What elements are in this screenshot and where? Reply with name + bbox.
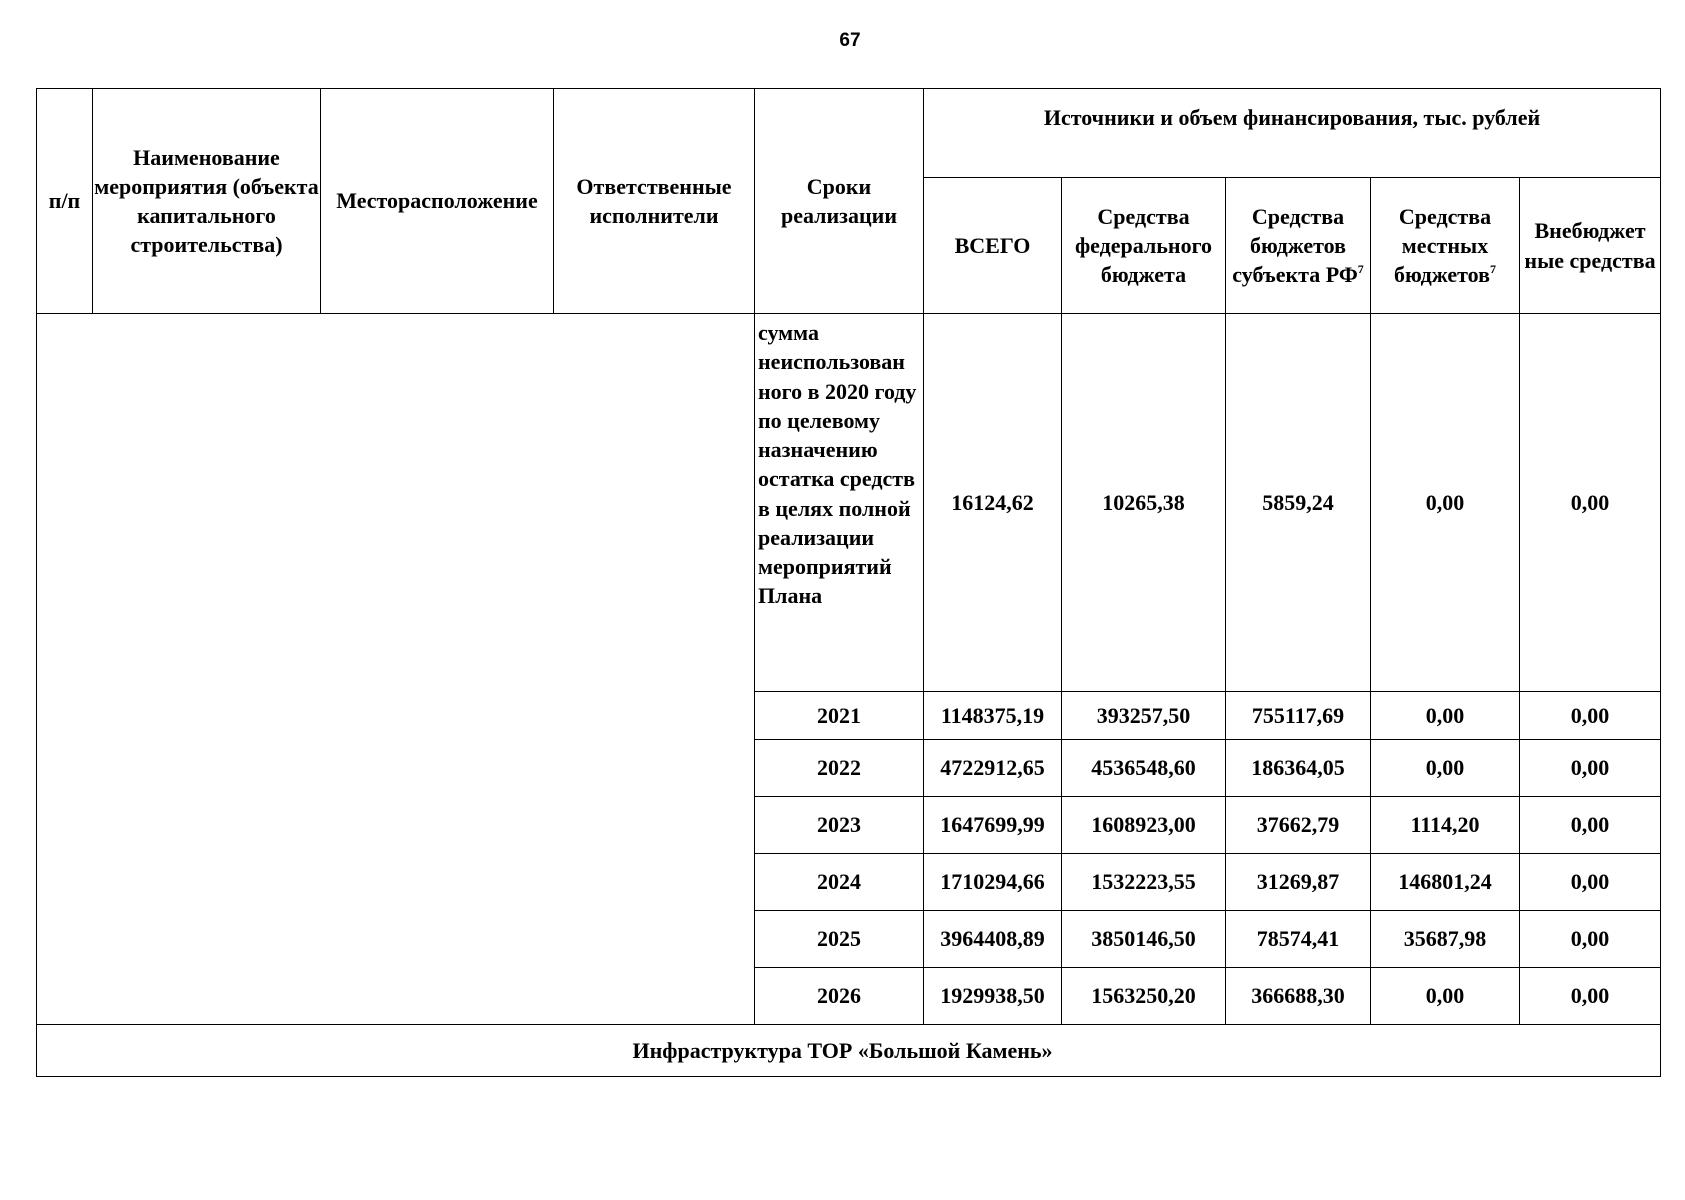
federal-cell: 3850146,50: [1062, 911, 1226, 968]
federal-cell: 4536548,60: [1062, 740, 1226, 797]
local-cell: 1114,20: [1371, 797, 1520, 854]
federal-cell: 1532223,55: [1062, 854, 1226, 911]
local-cell: 0,00: [1371, 692, 1520, 740]
year-cell: 2026: [755, 968, 924, 1025]
total-cell: 1148375,19: [924, 692, 1062, 740]
header-subject: [1226, 178, 1371, 314]
page-number: 67: [839, 30, 861, 51]
total-cell: 16124,62: [924, 314, 1062, 692]
section-title: [37, 1025, 1661, 1077]
extra-cell: 0,00: [1520, 314, 1661, 692]
subject-cell: 78574,41: [1226, 911, 1371, 968]
local-cell: 0,00: [1371, 968, 1520, 1025]
header-local-label: Средства местных бюджетов: [1394, 203, 1492, 288]
subject-cell: 186364,05: [1226, 740, 1371, 797]
section-title-text: Инфраструктура ТОР «Большой Камень»: [632, 1037, 1053, 1063]
header-sources-title: Источники и объем финансирования, тыс. рублей: [924, 89, 1661, 178]
extra-cell: 0,00: [1520, 692, 1661, 740]
local-cell: 0,00: [1371, 740, 1520, 797]
federal-cell: 10265,38: [1062, 314, 1226, 692]
total-cell: 3964408,89: [924, 911, 1062, 968]
total-cell: 4722912,65: [924, 740, 1062, 797]
subject-cell: 366688,30: [1226, 968, 1371, 1025]
year-cell: 2022: [755, 740, 924, 797]
table-header: [37, 89, 1661, 314]
merged-blank-cell: [37, 314, 755, 1025]
local-cell: 0,00: [1371, 314, 1520, 692]
header-location: Месторасположение: [321, 89, 554, 314]
subject-cell: 37662,79: [1226, 797, 1371, 854]
subject-cell: 755117,69: [1226, 692, 1371, 740]
financing-table: [36, 88, 1661, 1077]
subject-cell: 31269,87: [1226, 854, 1371, 911]
year-cell: 2021: [755, 692, 924, 740]
year-cell: 2024: [755, 854, 924, 911]
table-body: [37, 314, 1661, 1077]
local-cell: 146801,24: [1371, 854, 1520, 911]
federal-cell: 1608923,00: [1062, 797, 1226, 854]
extra-cell: 0,00: [1520, 854, 1661, 911]
extra-cell: 0,00: [1520, 968, 1661, 1025]
section-row: [37, 1025, 1661, 1077]
total-cell: 1929938,50: [924, 968, 1062, 1025]
term-cell: сумма неиспользован ного в 2020 году по целевому назначению остатка средств в целях полной реализации мероприятий Плана: [755, 314, 924, 692]
federal-cell: 1563250,20: [1062, 968, 1226, 1025]
header-total: ВСЕГО: [924, 178, 1062, 314]
extra-cell: 0,00: [1520, 911, 1661, 968]
local-cell: 35687,98: [1371, 911, 1520, 968]
header-terms: Сроки реализации: [755, 89, 924, 314]
header-subject-footnote: 7: [1357, 262, 1364, 277]
header-responsible: Ответственные исполнители: [554, 89, 755, 314]
header-local-footnote: 7: [1489, 262, 1496, 277]
extra-cell: 0,00: [1520, 797, 1661, 854]
year-cell: 2025: [755, 911, 924, 968]
total-cell: 1647699,99: [924, 797, 1062, 854]
year-cell: 2023: [755, 797, 924, 854]
extra-cell: 0,00: [1520, 740, 1661, 797]
header-local: [1371, 178, 1520, 314]
header-federal: Средства федерального бюджета: [1062, 178, 1226, 314]
header-name: Наименование мероприятия (объекта капитального строительства): [93, 89, 321, 314]
header-num: п/п: [37, 89, 93, 314]
header-subject-label: Средства бюджетов субъекта РФ: [1232, 203, 1358, 288]
federal-cell: 393257,50: [1062, 692, 1226, 740]
total-cell: 1710294,66: [924, 854, 1062, 911]
header-extra: Внебюджет ные средства: [1520, 178, 1661, 314]
subject-cell: 5859,24: [1226, 314, 1371, 692]
table-row: [37, 314, 1661, 692]
